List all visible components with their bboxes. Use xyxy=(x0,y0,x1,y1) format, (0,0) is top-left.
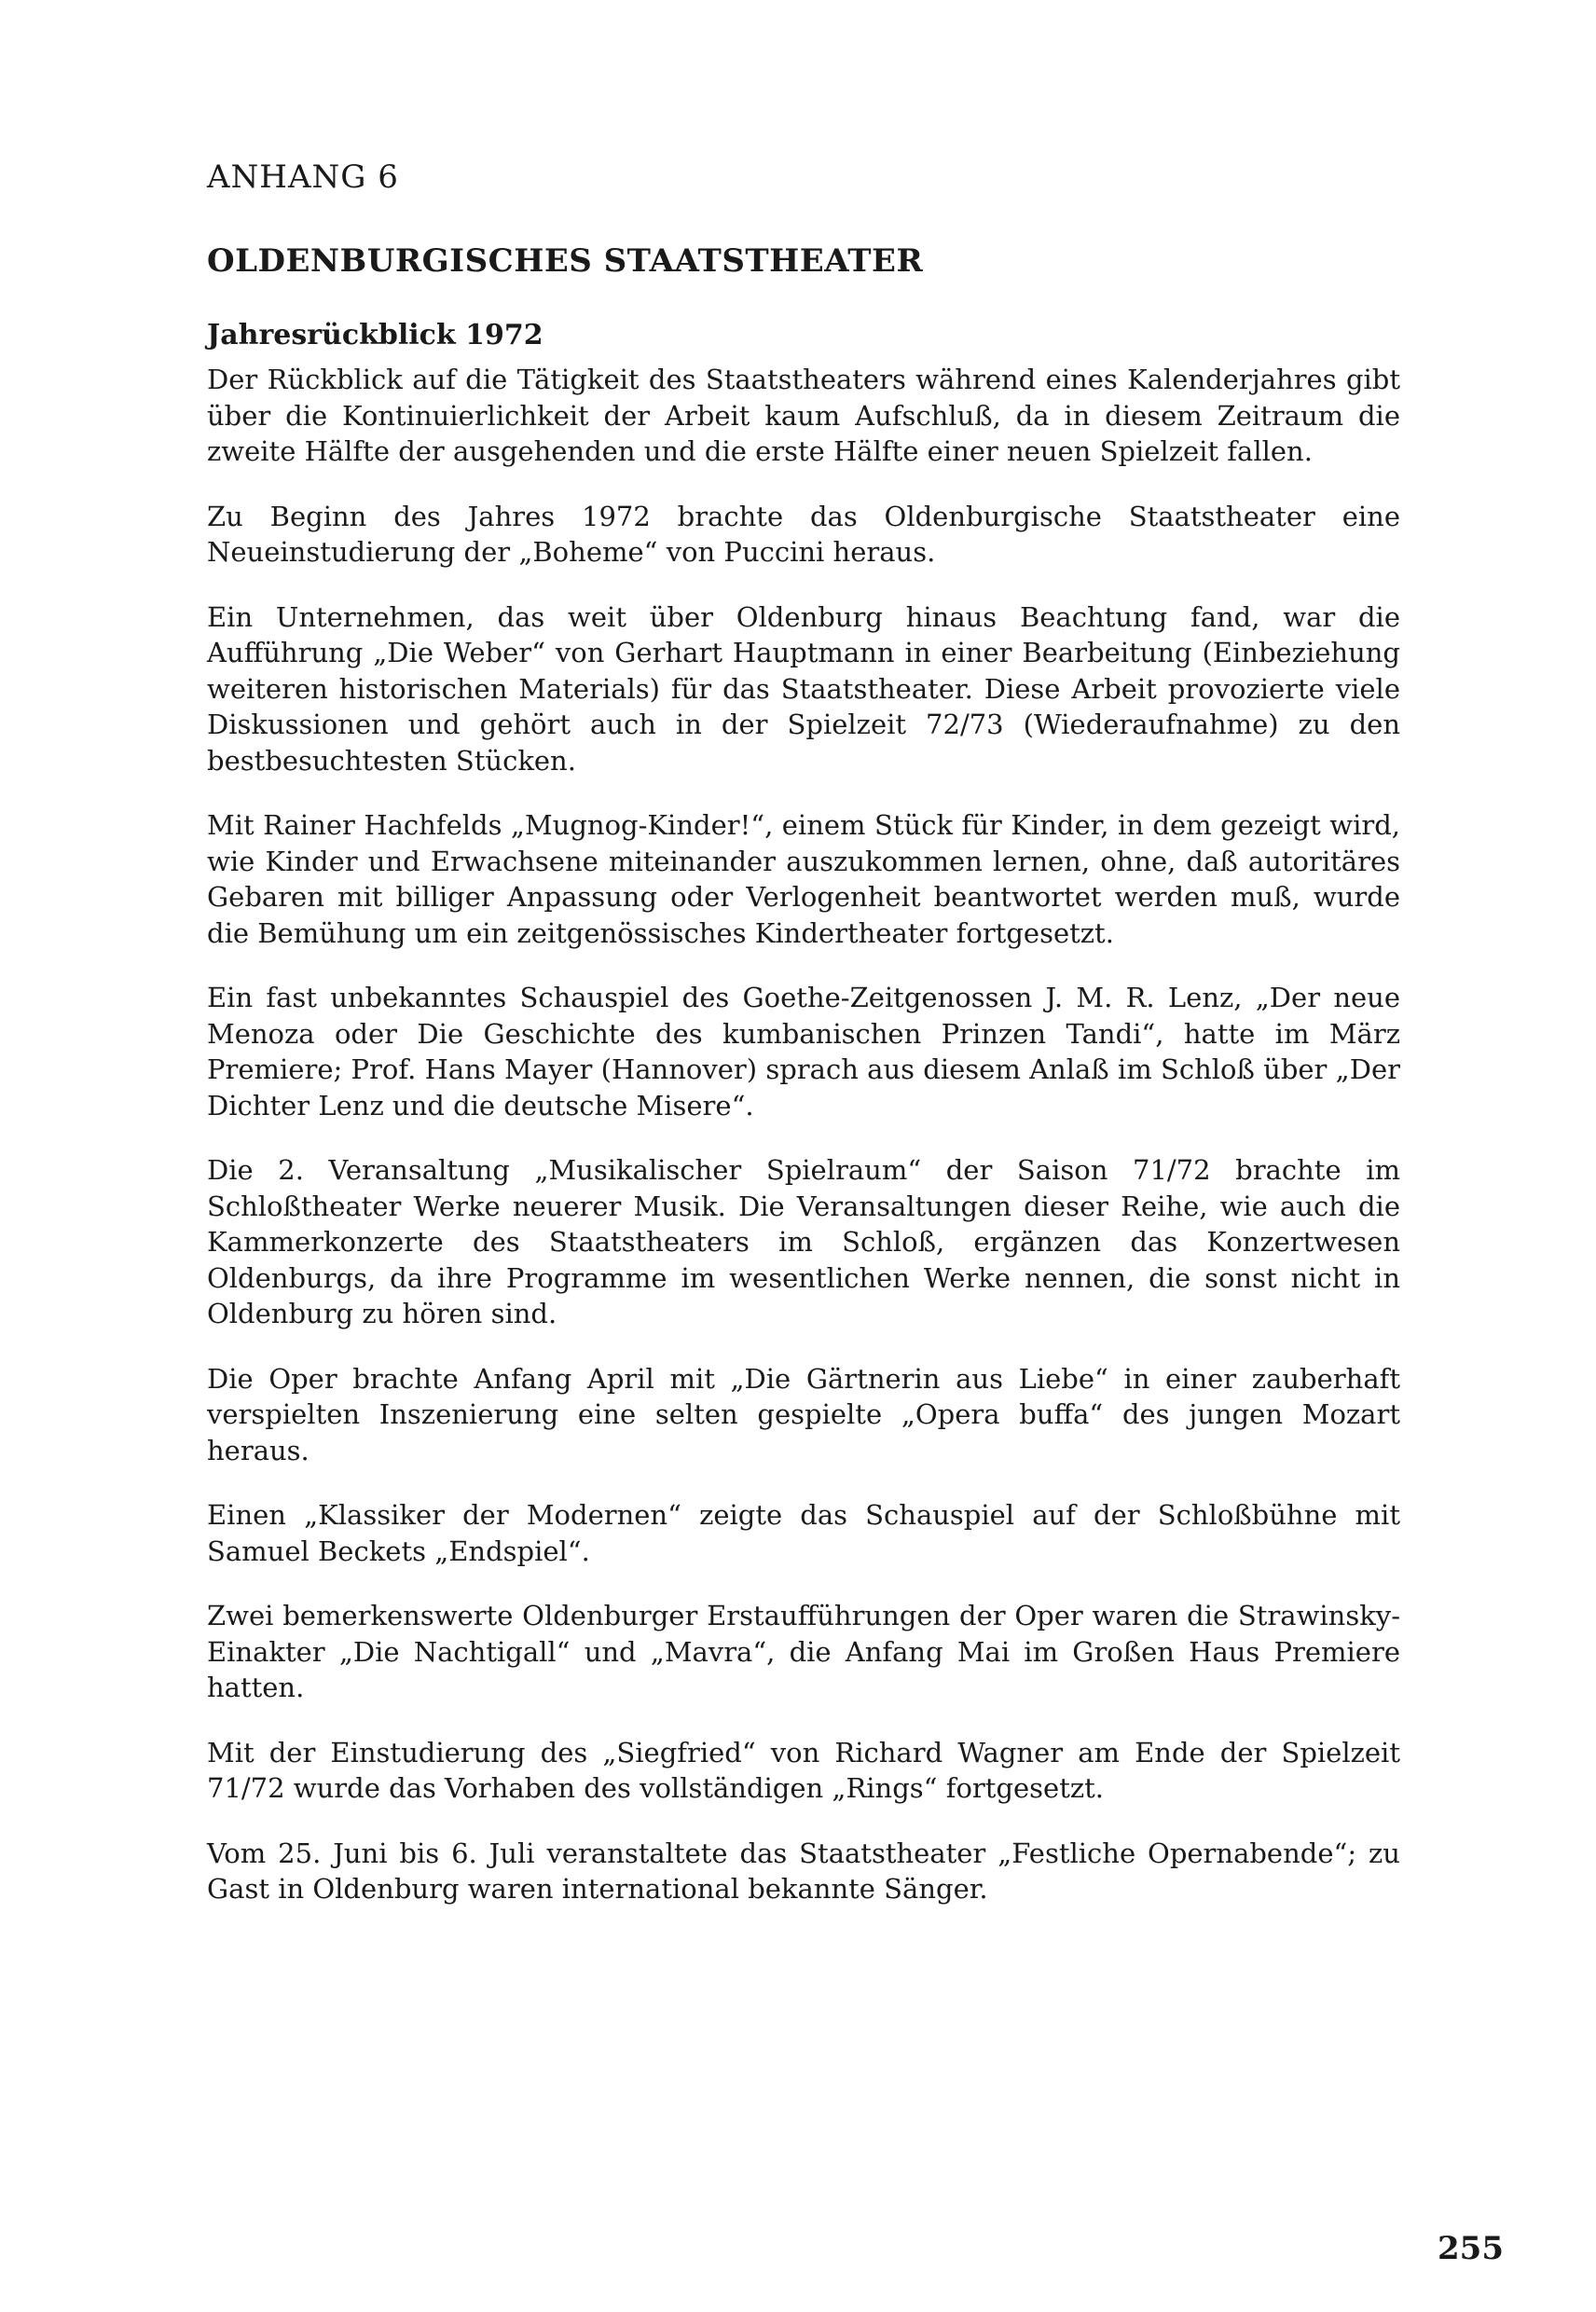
paragraph-8: Einen „Klassiker der Modernen“ zeigte das Schauspiel auf der Schloßbühne mit Samuel Beckets „Endspiel“. xyxy=(207,1499,1400,1567)
paragraph-11: Vom 25. Juni bis 6. Juli veranstaltete das Staatstheater „Festliche Opernabende“; zu Gast in Oldenburg waren international bekannte Sänger. xyxy=(207,1837,1400,1905)
paragraph-3: Ein Unternehmen, das weit über Oldenburg hinaus Beachtung fand, war die Aufführung „Die Weber“ von Gerhart Hauptmann in einer Bearbeitung (Einbeziehung weiteren historischen Materials) für das Staatstheater. Diese Arbeit provozierte viele Diskussionen und gehört auch in der Spielzeit 72/73 (Wiederaufnahme) zu den bestbesuchtesten Stücken. xyxy=(207,600,1400,777)
page-number: 255 xyxy=(1438,2230,1504,2267)
paragraph-4: Mit Rainer Hachfelds „Mugnog-Kinder!“, einem Stück für Kinder, in dem gezeigt wird, wie Kinder und Erwachsene miteinander auszukommen lernen, ohne, daß autoritäres Gebaren mit billiger Anpassung oder Verlogenheit beantwortet werden muß, wurde die Bemühung um ein zeitgenössisches Kindertheater fortgesetzt. xyxy=(207,809,1400,949)
paragraph-1: Der Rückblick auf die Tätigkeit des Staatstheaters während eines Kalenderjahres gibt über die Kontinuierlichkeit der Arbeit kaum Aufschluß, da in diesem Zeitraum die zweite Hälfte der ausgehenden und die erste Hälfte einer neuen Spielzeit fallen. xyxy=(207,364,1400,467)
paragraph-5: Ein fast unbekanntes Schauspiel des Goethe-Zeitgenossen J. M. R. Lenz, „Der neue Menoza oder Die Geschichte des kumbanischen Prinzen Tandi“, hatte im März Premiere; Prof. Hans Mayer (Hannover) sprach aus diesem Anlaß im Schloß über „Der Dichter Lenz und die deutsche Misere“. xyxy=(207,982,1400,1122)
paragraph-10: Mit der Einstudierung des „Siegfried“ von Richard Wagner am Ende der Spielzeit 71/72 wurde das Vorhaben des vollständigen „Rings“ fortgesetzt. xyxy=(207,1736,1400,1804)
appendix-label: ANHANG 6 xyxy=(207,158,399,196)
document-title: OLDENBURGISCHES STAATSTHEATER xyxy=(207,242,924,280)
paragraph-7: Die Oper brachte Anfang April mit „Die Gärtnerin aus Liebe“ in einer zauberhaft verspielten Inszenierung eine selten gespielte „Opera buffa“ des jungen Mozart heraus. xyxy=(207,1362,1400,1466)
paragraph-9: Zwei bemerkenswerte Oldenburger Erstaufführungen der Oper waren die Strawinsky-Einakter „Die Nachtigall“ und „Mavra“, die Anfang Mai im Großen Haus Premiere hatten. xyxy=(207,1600,1400,1703)
body-text xyxy=(207,362,1400,1936)
section-subheading: Jahresrückblick 1972 xyxy=(207,319,543,351)
paragraph-2: Zu Beginn des Jahres 1972 brachte das Oldenburgische Staatstheater eine Neueinstudierung der „Boheme“ von Puccini heraus. xyxy=(207,500,1400,568)
paragraph-6: Die 2. Veransaltung „Musikalischer Spielraum“ der Saison 71/72 brachte im Schloßtheater Werke neuerer Musik. Die Veransaltungen dieser Reihe, wie auch die Kammerkonzerte des Staatstheaters im Schloß, ergänzen das Konzertwesen Oldenburgs, da ihre Programme im wesentlichen Werke nennen, die sonst nicht in Oldenburg zu hören sind. xyxy=(207,1154,1400,1329)
